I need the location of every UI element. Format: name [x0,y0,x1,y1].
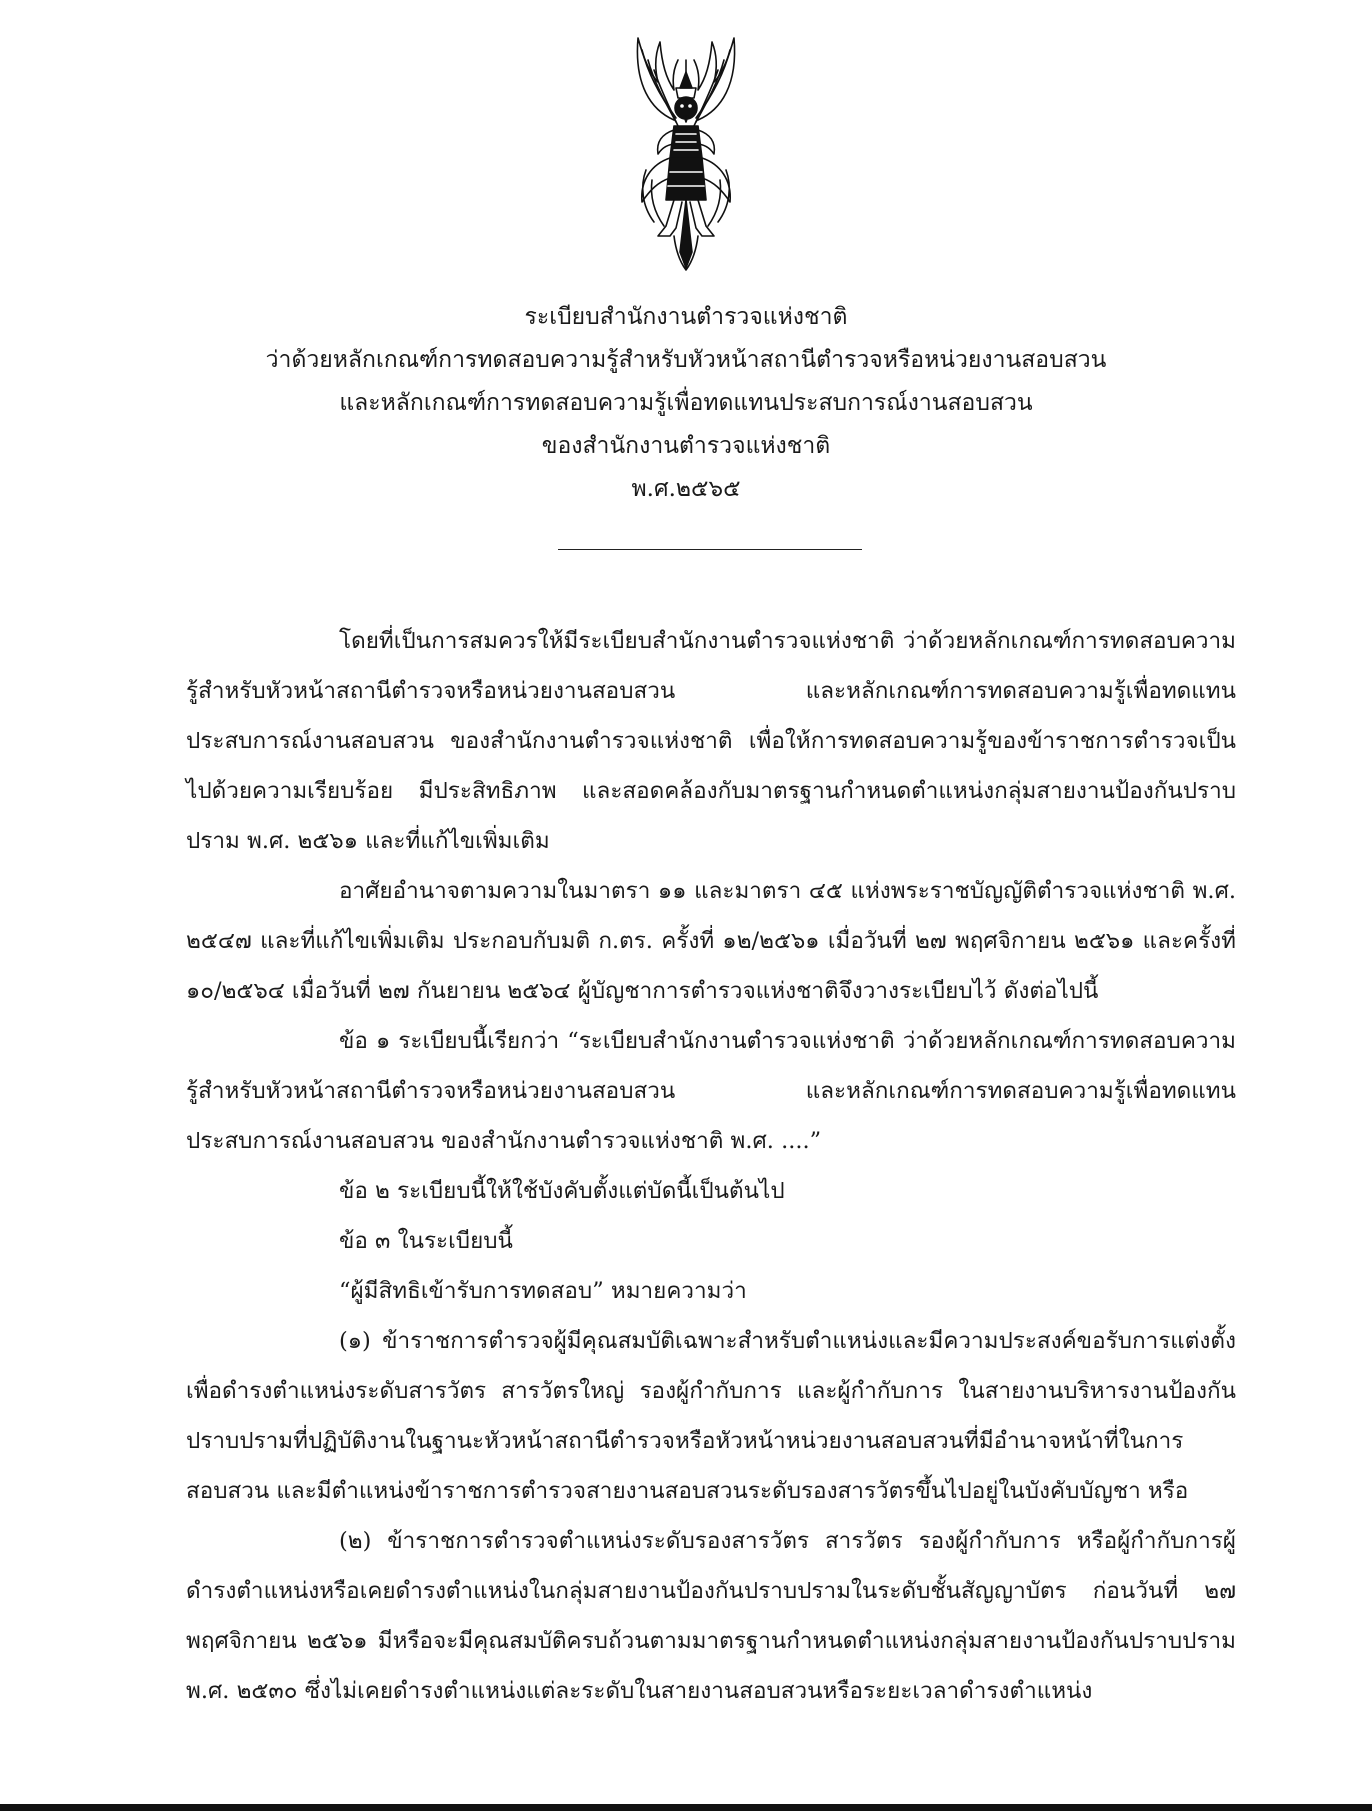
title-year: พ.ศ.๒๕๖๕ [631,476,741,502]
document-body [186,616,1236,1716]
title-line: ว่าด้วยหลักเกณฑ์การทดสอบความรู้สำหรับหัวหน้าสถานีตำรวจหรือหน่วยงานสอบสวน [265,347,1107,373]
definition-heading: “ผู้มีสิทธิเข้ารับการทดสอบ” หมายความว่า [339,1278,747,1304]
title-line: ของสำนักงานตำรวจแห่งชาติ [541,433,831,459]
page-bottom-edge [0,1804,1372,1811]
clause-3: ข้อ ๓ ในระเบียบนี้ [339,1228,513,1254]
definition-item-1: (๑) ข้าราชการตำรวจผู้มีคุณสมบัติเฉพาะสำหรับตำแหน่งและมีความประสงค์ขอรับการแต่งตั้งเพื่อดำรงตำแหน่งระดับสารวัตร สารวัตรใหญ่ รองผู้กำกับการ และผู้กำกับการ ในสายงานบริหารงานป้องกันปราบปรามที่ปฏิบัติงานในฐานะหัวหน้าสถานีตำรวจหรือหัวหน้าหน่วยงานสอบสวนที่มีอำนาจหน้าที่ในการสอบสวน และมีตำแหน่งข้าราชการตำรวจสายงานสอบสวนระดับรองสารวัตรขึ้นไปอยู่ในบังคับบัญชา หรือ [186,1328,1236,1504]
clause-2: ข้อ ๒ ระเบียบนี้ให้ใช้บังคับตั้งแต่บัดนี้เป็นต้นไป [339,1178,785,1204]
title-line: และหลักเกณฑ์การทดสอบความรู้เพื่อทดแทนประสบการณ์งานสอบสวน [339,390,1033,416]
definition-item-2: (๒) ข้าราชการตำรวจตำแหน่งระดับรองสารวัตร สารวัตร รองผู้กำกับการ หรือผู้กำกับการผู้ดำรงตำแหน่งหรือเคยดำรงตำแหน่งในกลุ่มสายงานป้องกันปราบปรามในระดับชั้นสัญญาบัตร ก่อนวันที่ ๒๗ พฤศจิกายน ๒๕๖๑ มีหรือจะมีคุณสมบัติครบถ้วนตามมาตรฐานกำหนดตำแหน่งกลุ่มสายงานป้องกันปราบปราม พ.ศ. ๒๕๓๐ ซึ่งไม่เคยดำรงตำแหน่งแต่ละระดับในสายงานสอบสวนหรือระยะเวลาดำรงตำแหน่ง [186,1528,1236,1704]
clause-1: ข้อ ๑ ระเบียบนี้เรียกว่า “ระเบียบสำนักงานตำรวจแห่งชาติ ว่าด้วยหลักเกณฑ์การทดสอบความรู้สำหรับหัวหน้าสถานีตำรวจหรือหน่วยงานสอบสวน และหลักเกณฑ์การทดสอบความรู้เพื่อทดแทนประสบการณ์งานสอบสวน ของสำนักงานตำรวจแห่งชาติ พ.ศ. ....” [186,1028,1236,1154]
garuda-emblem-icon [596,30,776,280]
preamble-paragraph: โดยที่เป็นการสมควรให้มีระเบียบสำนักงานตำรวจแห่งชาติ ว่าด้วยหลักเกณฑ์การทดสอบความรู้สำหรับหัวหน้าสถานีตำรวจหรือหน่วยงานสอบสวน และหลักเกณฑ์การทดสอบความรู้เพื่อทดแทนประสบการณ์งานสอบสวน ของสำนักงานตำรวจแห่งชาติ เพื่อให้การทดสอบความรู้ของข้าราชการตำรวจเป็นไปด้วยความเรียบร้อย มีประสิทธิภาพ และสอดคล้องกับมาตรฐานกำหนดตำแหน่งกลุ่มสายงานป้องกันปราบปราม พ.ศ. ๒๕๖๑ และที่แก้ไขเพิ่มเติม [186,628,1236,854]
authority-paragraph: อาศัยอำนาจตามความในมาตรา ๑๑ และมาตรา ๔๕ แห่งพระราชบัญญัติตำรวจแห่งชาติ พ.ศ. ๒๕๔๗ และที่แก้ไขเพิ่มเติม ประกอบกับมติ ก.ตร. ครั้งที่ ๑๒/๒๕๖๑ เมื่อวันที่ ๒๗ พฤศจิกายน ๒๕๖๑ และครั้งที่ ๑๐/๒๕๖๔ เมื่อวันที่ ๒๗ กันยายน ๒๕๖๔ ผู้บัญชาการตำรวจแห่งชาติจึงวางระเบียบไว้ ดังต่อไปนี้ [186,878,1236,1004]
title-line: ระเบียบสำนักงานตำรวจแห่งชาติ [524,304,848,330]
title-divider [558,549,862,550]
document-title [0,296,1372,511]
